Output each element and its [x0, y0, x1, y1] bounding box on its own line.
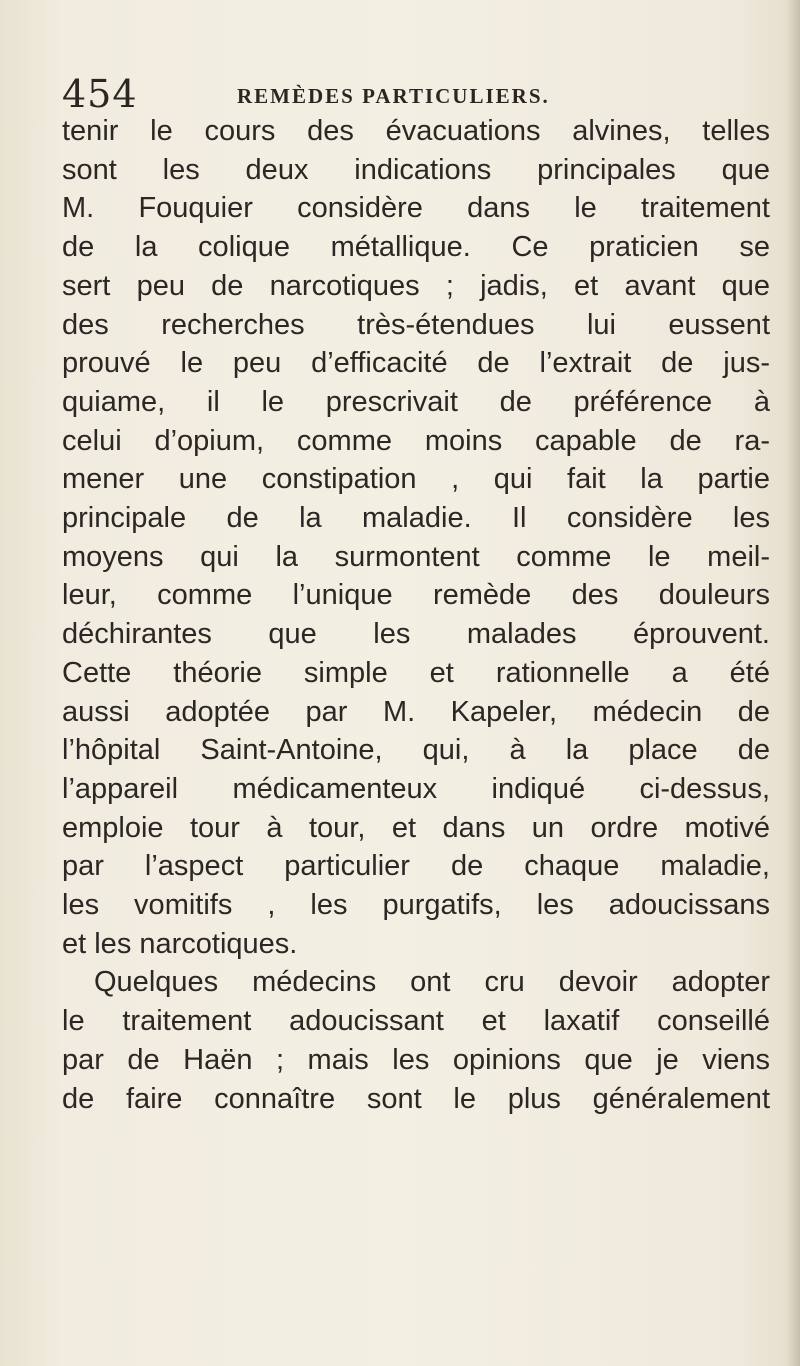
text-line: les vomitifs , les purgatifs, les adoucissans [62, 889, 770, 922]
text-line: emploie tour à tour, et dans un ordre motivé [62, 811, 770, 844]
text-line: principale de la maladie. Il considère les [62, 502, 770, 535]
text-line: de faire connaître sont le plus généralement [62, 1082, 770, 1115]
running-head: REMÈDES PARTICULIERS. [237, 84, 550, 108]
text-line: Cette théorie simple et rationnelle a été [62, 656, 770, 689]
text-line: tenir le cours des évacuations alvines, telles [62, 115, 770, 147]
text-line: l’hôpital Saint-Antoine, qui, à la place de [62, 734, 770, 767]
text-line: par l’aspect particulier de chaque maladie, [62, 850, 770, 883]
text-line: Quelques médecins ont cru devoir adopter [94, 966, 770, 999]
text-line: prouvé le peu d’efficacité de l’extrait de jus- [62, 347, 770, 380]
text-line: l’appareil médicamenteux indiqué ci-dessus, [62, 772, 770, 805]
page-number: 454 [62, 72, 138, 116]
text-line: et les narcotiques. [62, 927, 298, 960]
text-line: aussi adoptée par M. Kapeler, médecin de [62, 695, 770, 728]
text-line: mener une constipation , qui fait la partie [62, 463, 770, 496]
text-line: de la colique métallique. Ce praticien se [62, 231, 770, 264]
text-line: leur, comme l’unique remède des douleurs [62, 579, 770, 612]
text-line: moyens qui la surmontent comme le meil- [62, 540, 770, 573]
text-line: M. Fouquier considère dans le traitement [62, 192, 770, 225]
text-line: par de Haën ; mais les opinions que je viens [62, 1043, 770, 1076]
text-line: sert peu de narcotiques ; jadis, et avant que [62, 269, 770, 302]
text-line: sont les deux indications principales que [62, 153, 770, 186]
text-line: celui d’opium, comme moins capable de ra- [62, 424, 770, 457]
text-line: déchirantes que les malades éprouvent. [62, 618, 770, 651]
body-text [62, 112, 770, 1118]
text-line: quiame, il le prescrivait de préférence à [62, 385, 770, 418]
text-line: le traitement adoucissant et laxatif conseillé [62, 1005, 770, 1038]
page-edge-shadow [786, 0, 800, 1366]
text-line: des recherches très-étendues lui eussent [62, 308, 770, 341]
